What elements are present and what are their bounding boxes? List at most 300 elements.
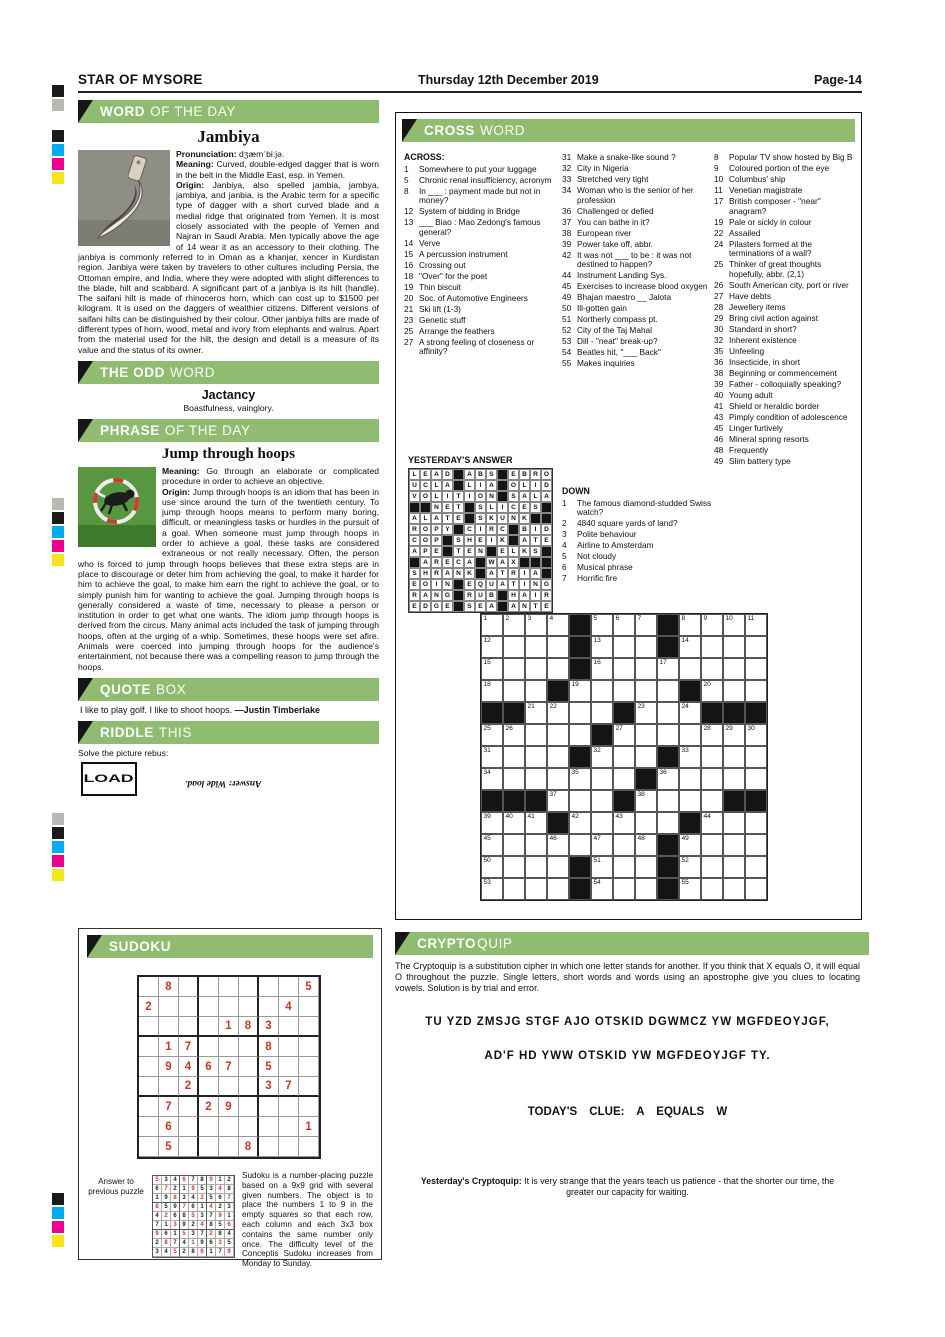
crossword-clue-18	[404, 272, 556, 282]
solution-letter-cell: H	[464, 535, 475, 546]
sudoku-answer-cell: 6	[207, 1239, 216, 1248]
solution-black-cell	[497, 601, 508, 612]
cell-number: 47	[593, 835, 601, 842]
crossword-cell	[679, 746, 701, 768]
clue-text: Beatles hit, "___ Back"	[577, 347, 661, 357]
cell-number: 45	[483, 835, 491, 842]
solution-letter-cell: S	[486, 469, 497, 480]
sudoku-cell: 7	[279, 1077, 299, 1097]
crossword-clue-40	[714, 391, 854, 401]
yesterdays-cryptoquip	[395, 1176, 860, 1198]
sudoku-cell	[279, 1017, 299, 1037]
clue-number: 14	[404, 237, 414, 248]
clue-number: 25	[404, 325, 414, 336]
crossword-cell	[481, 812, 503, 834]
sudoku-cell	[179, 997, 199, 1017]
origin-text: Janbiya, also spelled jambia, jambya, jambiya, and janbia, is the Arabic term for a specific type of dagger with a short curved blade and a medial ridge that originated from Yemen. It is most closely associated with the people of Yemen and Najran in Saudi Arabia. Men typically above the age of 14 wear it as an accessory to their clothing. The janbiya is commonly referred to in Oman as a khanjar, xencer in Kurdistan region. Janbiya were taken by travelers to other cultures including Persia, the Ottoman empire, and India, where they were adopted with slight differences to the blade, hilt and scabbard. A significant part of a janbiya is its hilt (handle). The saifani hilt is made of rhinoceros horn, which can cost up to $1500 per kilogram. It is used on the daggers of wealthier citizens. Different versions of saifani hilts can be distinguished by their colour. Other janbiya hilts are made of different types of horn, wood, metal and ivory from elephants and walrus. Apart from the material used for the hilt, the design and detail is a measure of its value and the status of its owner.	[78, 179, 379, 355]
clue-number: 8	[404, 185, 409, 196]
sudoku-cell: 1	[219, 1017, 239, 1037]
solution-letter-cell: R	[541, 590, 552, 601]
crossword-clue-37	[562, 218, 708, 228]
crossword-clue-52	[562, 326, 708, 336]
crossword-cell	[723, 856, 745, 878]
solution-letter-cell: H	[420, 568, 431, 579]
clue-number: 16	[404, 259, 414, 270]
down-clues-8-49	[714, 153, 854, 466]
crossword-black-cell	[723, 702, 745, 724]
sudoku-answer-cell: 1	[180, 1185, 189, 1194]
clue-text: Thin biscuit	[419, 281, 461, 292]
sudoku-cell	[139, 1017, 159, 1037]
crossword-cell	[745, 746, 767, 768]
crossword-black-cell	[657, 636, 679, 658]
solution-black-cell	[541, 546, 552, 557]
solution-letter-cell: R	[464, 590, 475, 601]
crossword-black-cell	[569, 658, 591, 680]
sudoku-answer-cell: 6	[162, 1230, 171, 1239]
solution-black-cell	[409, 557, 420, 568]
crossword-cell	[481, 834, 503, 856]
solution-letter-cell: X	[508, 557, 519, 568]
crossword-cell	[503, 878, 525, 900]
sudoku-cell	[299, 997, 319, 1017]
crossword-black-cell	[679, 812, 701, 834]
sudoku-cell	[139, 1097, 159, 1117]
solution-letter-cell: G	[541, 579, 552, 590]
crossword-black-cell	[657, 834, 679, 856]
crossword-cell	[613, 724, 635, 746]
cell-number: 23	[637, 703, 645, 710]
crossword-clue-35	[714, 347, 854, 357]
solution-letter-cell: A	[486, 480, 497, 491]
sudoku-answer-cell: 4	[198, 1221, 207, 1230]
odd-word-header	[78, 361, 379, 384]
sudoku-answer-cell: 3	[171, 1221, 180, 1230]
phrase-of-day-header	[78, 419, 379, 442]
sudoku-answer-cell: 5	[180, 1230, 189, 1239]
phrase-origin-label: Origin:	[162, 486, 191, 497]
sudoku-answer-cell: 5	[207, 1194, 216, 1203]
crossword-clue-11	[714, 186, 854, 196]
clue-number: 36	[562, 205, 572, 216]
solution-letter-cell: Q	[475, 579, 486, 590]
crossword-cell	[613, 834, 635, 856]
crossword-cell	[503, 856, 525, 878]
sudoku-cell	[179, 1017, 199, 1037]
clue-number: 38	[562, 227, 572, 238]
sudoku-cell	[239, 1077, 259, 1097]
solution-letter-cell: G	[431, 601, 442, 612]
sudoku-cell	[279, 1037, 299, 1057]
sudoku-answer-cell: 3	[162, 1176, 171, 1185]
crossword-cell	[657, 812, 679, 834]
clue-text: Inherent existence	[729, 334, 797, 345]
crossword-clue-28	[714, 303, 854, 313]
crossword-cell	[745, 680, 767, 702]
crossword-clue-15	[404, 250, 556, 260]
crossword-clue-41	[714, 402, 854, 412]
solution-letter-cell: H	[508, 590, 519, 601]
clue-text: Linger furtively	[729, 422, 783, 433]
sudoku-cell: 9	[219, 1097, 239, 1117]
crossword-clue-54	[562, 348, 708, 358]
clue-text: Have debts	[729, 290, 771, 301]
sudoku-footer	[87, 1171, 373, 1269]
print-registration-marks	[52, 498, 64, 568]
crossword-cell	[701, 658, 723, 680]
solution-black-cell	[541, 568, 552, 579]
down-clues-column-right	[714, 153, 854, 468]
crossword-cell	[525, 680, 547, 702]
odd-word: Jactancy	[201, 387, 256, 402]
solution-letter-cell: O	[475, 491, 486, 502]
clue-text: Beginning or commencement	[729, 367, 837, 378]
crossword-cell	[613, 636, 635, 658]
clue-text: Horrific fire	[577, 573, 618, 583]
crossword-black-cell	[613, 702, 635, 724]
crossword-clue-48	[714, 446, 854, 456]
sudoku-answer-cell: 7	[153, 1221, 162, 1230]
sudoku-answer-cell: 1	[216, 1176, 225, 1185]
clue-number: 48	[714, 444, 724, 455]
solution-letter-cell: S	[475, 513, 486, 524]
solution-black-cell	[541, 557, 552, 568]
crossword-cell	[503, 834, 525, 856]
clue-number: 32	[562, 163, 572, 173]
solution-letter-cell: I	[530, 480, 541, 491]
sudoku-cell	[299, 1077, 319, 1097]
crossword-cell	[613, 812, 635, 834]
crossword-clue-23	[404, 316, 556, 326]
sudoku-cell	[299, 1037, 319, 1057]
crossword-cell	[657, 680, 679, 702]
cipher-line-1: TU YZD ZMSJG STGF AJO OTSKID DGWMCZ YW MGFDEOYJGF,	[425, 1016, 830, 1028]
clue-number: 27	[714, 290, 724, 301]
crossword-clue-10	[714, 175, 854, 185]
solution-letter-cell: N	[508, 513, 519, 524]
clue-text: Slim battery type	[729, 455, 791, 466]
clue-number: 1	[404, 163, 409, 174]
solution-letter-cell: R	[508, 568, 519, 579]
clue-number: 32	[714, 334, 724, 345]
solution-letter-cell: E	[475, 535, 486, 546]
solution-letter-cell: T	[530, 535, 541, 546]
clue-number: 50	[562, 303, 572, 313]
crossword-cell	[525, 812, 547, 834]
crossword-clue-24	[714, 240, 854, 259]
crossword-cell	[679, 856, 701, 878]
cell-number: 33	[681, 747, 689, 754]
sudoku-answer-cell: 3	[189, 1230, 198, 1239]
across-clues-column-2	[562, 153, 708, 370]
clue-number: 27	[404, 336, 414, 347]
reg-mark-cyan	[52, 144, 64, 156]
solution-black-cell	[464, 502, 475, 513]
sudoku-cell	[239, 1057, 259, 1077]
clue-text: Pale or sickly in colour	[729, 216, 812, 227]
rebus-answer-upside-down: Answer: Wide load.	[185, 778, 262, 789]
crossword-cell	[745, 724, 767, 746]
solution-letter-cell: N	[519, 601, 530, 612]
rebus-box	[81, 762, 137, 796]
clue-text: Woman who is the senior of her profession	[577, 185, 694, 205]
across-clues-1-27	[404, 165, 556, 357]
clue-number: 28	[714, 301, 724, 312]
crossword-clue-19	[714, 218, 854, 228]
crossword-black-cell	[657, 614, 679, 636]
yesterdays-cryptoquip-text: It is very strange that the years teach us patience - that the shorter our time, the greater our capacity for waiting.	[524, 1176, 835, 1197]
word-of-day-header-light: OF THE DAY	[150, 104, 236, 119]
crossword-clue-25	[714, 260, 854, 279]
sudoku-answer-cell: 9	[207, 1176, 216, 1185]
solution-black-cell	[464, 513, 475, 524]
clue-number: 39	[714, 378, 724, 389]
crossword-black-cell	[547, 680, 569, 702]
sudoku-cell	[139, 1057, 159, 1077]
crossword-cell	[701, 790, 723, 812]
cell-number: 39	[483, 813, 491, 820]
sudoku-cell: 7	[219, 1057, 239, 1077]
sudoku-answer-cell: 7	[225, 1194, 234, 1203]
solution-letter-cell: K	[486, 513, 497, 524]
cell-number: 53	[483, 879, 491, 886]
crossword-black-cell	[635, 768, 657, 790]
clue-text: Ill-gotten gain	[577, 303, 627, 313]
clue-text: Ski lift (1-3)	[419, 303, 461, 314]
crossword-clue-34	[562, 186, 708, 205]
sudoku-cell: 4	[279, 997, 299, 1017]
crossword-clue-36	[714, 358, 854, 368]
sudoku-cell	[159, 1017, 179, 1037]
sudoku-answer-cell: 4	[153, 1212, 162, 1221]
crossword-cell	[723, 834, 745, 856]
crossword-clue-27	[404, 338, 556, 357]
crossword-clue-17	[714, 197, 854, 216]
crossword-black-cell	[701, 702, 723, 724]
clue-number: 45	[562, 281, 572, 291]
crossword-clue-4	[562, 541, 712, 551]
sudoku-answer-cell: 6	[216, 1194, 225, 1203]
clue-text: Challenged or defied	[577, 205, 654, 216]
clue-text: Soc. of Automotive Engineers	[419, 292, 528, 303]
solution-letter-cell: D	[442, 469, 453, 480]
sudoku-answer-cell: 2	[225, 1176, 234, 1185]
crossword-cell	[481, 680, 503, 702]
solution-letter-cell: O	[420, 579, 431, 590]
solution-letter-cell: T	[497, 568, 508, 579]
sudoku-cell	[219, 997, 239, 1017]
sudoku-answer-cell: 3	[207, 1185, 216, 1194]
crossword-cell	[679, 724, 701, 746]
cipher-line-2: AD'F HD YWW OTSKID YW MGFDEOYJGF TY.	[484, 1050, 771, 1062]
crossword-cell	[503, 614, 525, 636]
cell-number: 52	[681, 857, 689, 864]
reg-mark-gray	[52, 498, 64, 510]
clue-number: 23	[404, 314, 414, 325]
clue-text: Jewellery items	[729, 301, 786, 312]
crossword-clue-13	[404, 218, 556, 237]
sudoku-answer-cell: 9	[180, 1221, 189, 1230]
origin-label: Origin:	[176, 179, 205, 190]
crossword-grid	[480, 613, 768, 901]
crossword-cell	[657, 702, 679, 724]
sudoku-answer-cell: 7	[171, 1239, 180, 1248]
down-clues-1-7	[562, 499, 712, 584]
sudoku-answer-cell: 2	[171, 1185, 180, 1194]
crossword-black-cell	[745, 702, 767, 724]
across-clues-column-1	[404, 153, 556, 358]
solution-letter-cell: O	[420, 535, 431, 546]
crossword-cell	[613, 658, 635, 680]
crossword-clue-25	[404, 327, 556, 337]
print-registration-marks	[52, 85, 64, 113]
sudoku-answer-cell: 1	[189, 1239, 198, 1248]
sudoku-cell	[279, 1117, 299, 1137]
solution-letter-cell: A	[420, 557, 431, 568]
sudoku-cell	[199, 1137, 219, 1157]
pronunciation-value: dʒæmˈbiːjə.	[239, 149, 285, 159]
crossword-clue-21	[404, 305, 556, 315]
crossword-clue-8	[404, 187, 556, 206]
crossword-cell	[635, 636, 657, 658]
dog-hoop-image	[78, 467, 156, 547]
newspaper-name: STAR OF MYSORE	[78, 72, 203, 87]
clue-text: Popular TV show hosted by Big B	[729, 152, 853, 162]
cell-number: 7	[637, 615, 642, 622]
clue-text: City of the Taj Mahal	[577, 325, 653, 335]
sudoku-cell	[219, 1077, 239, 1097]
sudoku-answer-cell: 3	[216, 1239, 225, 1248]
solution-letter-cell: U	[486, 579, 497, 590]
sudoku-cell	[139, 1077, 159, 1097]
solution-letter-cell: E	[420, 469, 431, 480]
clue-text: In ___ : payment made but not in money?	[419, 185, 541, 205]
solution-letter-cell: A	[530, 568, 541, 579]
print-registration-marks	[52, 130, 64, 186]
solution-black-cell	[453, 524, 464, 535]
cell-number: 43	[615, 813, 623, 820]
sudoku-answer-cell: 3	[153, 1248, 162, 1257]
solution-black-cell	[475, 568, 486, 579]
sudoku-cell	[159, 997, 179, 1017]
sudoku-answer-cell: 5	[225, 1239, 234, 1248]
sudoku-cell	[159, 1077, 179, 1097]
solution-letter-cell: U	[497, 513, 508, 524]
clue-text: Coloured portion of the eye	[729, 163, 830, 173]
solution-black-cell	[541, 502, 552, 513]
sudoku-answer-cell: 5	[189, 1212, 198, 1221]
solution-letter-cell: I	[519, 579, 530, 590]
solution-letter-cell: R	[409, 524, 420, 535]
solution-letter-cell: E	[442, 601, 453, 612]
cell-number: 18	[483, 681, 491, 688]
crossword-cell	[481, 878, 503, 900]
crossword-clue-1	[404, 165, 556, 175]
solution-black-cell	[530, 557, 541, 568]
phrase-meaning-label: Meaning:	[162, 465, 200, 476]
solution-letter-cell: E	[464, 579, 475, 590]
clue-number: 7	[562, 573, 567, 583]
solution-letter-cell: B	[519, 524, 530, 535]
sudoku-answer-cell: 8	[162, 1239, 171, 1248]
cell-number: 37	[549, 791, 557, 798]
crossword-clue-43	[714, 413, 854, 423]
sudoku-answer-cell: 1	[171, 1230, 180, 1239]
cell-number: 4	[549, 615, 554, 622]
clue-number: 21	[404, 303, 414, 314]
crossword-cell	[745, 658, 767, 680]
clue-text: Venetian magistrate	[729, 185, 803, 195]
solution-letter-cell: E	[431, 546, 442, 557]
crossword-black-cell	[613, 790, 635, 812]
print-registration-marks	[52, 813, 64, 883]
riddle-header-strong: RIDDLE	[100, 724, 154, 740]
issue-date: Thursday 12th December 2019	[418, 73, 599, 87]
solution-letter-cell: K	[464, 568, 475, 579]
crossword-cell	[701, 746, 723, 768]
crossword-cell	[723, 658, 745, 680]
cell-number: 27	[615, 725, 623, 732]
solution-letter-cell: T	[530, 601, 541, 612]
crossword-cell	[745, 878, 767, 900]
solution-letter-cell: D	[420, 601, 431, 612]
clue-number: 37	[562, 216, 572, 227]
reg-mark-cyan	[52, 1207, 64, 1219]
clue-number: 40	[714, 389, 724, 400]
crossword-cell	[525, 658, 547, 680]
solution-letter-cell: S	[409, 568, 420, 579]
crossword-clue-29	[714, 314, 854, 324]
crossword-clue-31	[562, 153, 708, 163]
crossword-clue-19	[404, 283, 556, 293]
solution-letter-cell: G	[442, 590, 453, 601]
crossword-clue-12	[404, 207, 556, 217]
clue-number: 19	[714, 216, 724, 227]
solution-letter-cell: I	[530, 590, 541, 601]
clue-text: British composer - "near" anagram?	[729, 196, 821, 216]
clue-number: 49	[714, 455, 724, 466]
crossword-black-cell	[481, 790, 503, 812]
clue-number: 49	[562, 292, 572, 302]
crossword-cell	[591, 746, 613, 768]
sudoku-answer-cell: 2	[180, 1248, 189, 1257]
crossword-cell	[591, 878, 613, 900]
crossword-cell	[591, 702, 613, 724]
solution-letter-cell: L	[420, 513, 431, 524]
sudoku-answer-cell: 5	[162, 1203, 171, 1212]
crossword-cell	[613, 878, 635, 900]
sudoku-grid	[137, 975, 321, 1159]
clue-text: Chronic renal insufficiency, acronym	[419, 174, 552, 185]
crossword-clue-9	[714, 164, 854, 174]
crossword-cell	[525, 702, 547, 724]
cell-number: 32	[593, 747, 601, 754]
cryptoquip-header	[395, 932, 869, 955]
crossword-cell	[701, 812, 723, 834]
reg-mark-yellow	[52, 869, 64, 881]
crossword-cell	[525, 768, 547, 790]
crossword-cell	[723, 724, 745, 746]
crossword-cell	[591, 680, 613, 702]
clue-number: 15	[404, 248, 414, 259]
solution-letter-cell: N	[486, 491, 497, 502]
crossword-clue-49	[562, 293, 708, 303]
sudoku-cell: 5	[299, 977, 319, 997]
reg-mark-yellow	[52, 1235, 64, 1247]
crossword-cell	[547, 614, 569, 636]
clue-number: 2	[562, 518, 567, 528]
sudoku-cell: 5	[259, 1057, 279, 1077]
